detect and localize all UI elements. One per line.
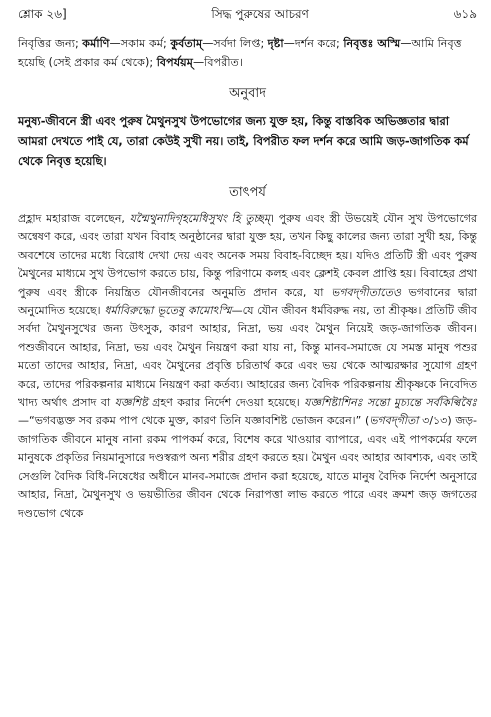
verse-reference: শ্লোক ২৬]	[18, 7, 67, 21]
page-number: ৬১৯	[453, 7, 477, 21]
synonym-term: কর্মাণি	[82, 37, 110, 50]
purport-text: প্রহ্লাদ মহারাজ বলেছেন, যন্মৈথুনাদিগৃহমেধিসুখং হি তুচ্ছম্। পুরুষ এবং স্ত্রী উভয়েই যৌন সুখ উপভোগের অন্বেষণ করে, এবং তারা যখন বিবাহ অনুষ্ঠানের দ্বারা যুক্ত হয়, তখন কিছু কালের জন্য তারা সুখী হয়, কিন্তু অবশেষে তাদের মধ্যে বিরোধ দেখা দেয় এবং অনেক সময় বিবাহ-বিচ্ছেদ হয়। যদিও প্রতিটি স্ত্রী এবং পুরুষ মৈথুনের মাধ্যমে সুখ উপভোগ করতে চায়, কিন্তু পরিণামে কলহ এবং ক্লেশই কেবল প্রাপ্তি হয়। বিবাহের প্রথা পুরুষ এবং স্ত্রীকে নিয়ন্ত্রিত যৌনজীবনের অনুমতি প্রদান করে, যা ভগবদ্‌গীতাতেও ভগবানের দ্বারা অনুমোদিত হয়েছে। ধর্মাবিরুদ্ধো ভূতেষু কামোঽস্মি—যে যৌন জীবন ধর্মবিরুদ্ধ নয়, তা শ্রীকৃষ্ণ। প্রতিটি জীব সর্বদা মৈথুনসুখের জন্য উৎসুক, কারণ আহার, নিদ্রা, ভয় এবং মৈথুন নিয়েই জড়-জাগতিক জীবন। পশুজীবনে আহার, নিদ্রা, ভয় এবং মৈথুন নিয়ন্ত্রণ করা যায় না, কিন্তু মানব-সমাজে যে সমস্ত মানুষ পশুর মতো তাদের আহার, নিদ্রা, এবং মৈথুনের প্রবৃত্তি চরিতার্থ করে এবং ভয় থেকে আত্মরক্ষার সুযোগ গ্রহণ করে, তাদের পরিকল্পনার মাধ্যমে নিয়ন্ত্রণ করা কর্তব্য। আহারের জন্য বৈদিক পরিকল্পনায় শ্রীকৃষ্ণকে নিবেদিত খাদ্য অর্থাৎ প্রসাদ বা যজ্ঞশিষ্ট গ্রহণ করার নির্দেশ দেওয়া হয়েছে। যজ্ঞশিষ্টাশিনঃ সন্তো মুচ্যন্তে সর্বকিল্বিষৈঃ—“ভগবদ্ভক্ত সব রকম পাপ থেকে মুক্ত, কারণ তিনি যজ্ঞাবশিষ্ট ভোজন করেন।” (ভগবদ্‌গীতা ৩/১৩) জড়-জাগতিক জীবনে মানুষ নানা রকম পাপকর্ম করে, বিশেষ করে খাওয়ার ব্যাপারে, এবং এই পাপকর্মের ফলে মানুষকে প্রকৃতির নিয়মানুসারে দণ্ডস্বরূপ অন্য শরীর গ্রহণ করতে হয়। মৈথুন এবং আহার আবশ্যক, এবং তাই সেগুলি বৈদিক বিধি-নিষেধের অধীনে মানব-সমাজে প্রদান করা হয়েছে, যাতে মানুষ বৈদিক নির্দেশ অনুসারে আহার, নিদ্রা, মৈথুনসুখ ও ভয়ভীতির জীবন থেকে নিরাপত্তা লাভ করতে পারে এবং ক্রমশ জড় জগতের দণ্ডভোগ থেকে	[18, 212, 477, 520]
synonyms-block: নিবৃত্তির জন্য; কর্মাণি—সকাম কর্ম; কুর্বতাম্—সর্বদা লিপ্ত; দৃষ্টা—দর্শন করে; নিবৃত্তঃ অস্মি—আমি নিবৃত্ত হয়েছি (সেই প্রকার কর্ম থেকে); বিপর্যয়ম্—বিপরীত।	[18, 37, 462, 69]
page-header	[18, 6, 477, 26]
synonym-term: নিবৃত্তঃ অস্মি	[343, 37, 401, 50]
synonym-term: বিপর্যয়ম্	[156, 56, 193, 69]
synonym-term: কুর্বতাম্	[170, 37, 203, 50]
translation-text: মনুষ্য-জীবনে স্ত্রী এবং পুরুষ মৈথুনসুখ উপভোগের জন্য যুক্ত হয়, কিন্তু বাস্তবিক অভিজ্ঞতার দ্বারা আমরা দেখতে পাই যে, তারা কেউই সুখী নয়। তাই, বিপরীত ফল দর্শন করে আমি জড়-জাগতিক কর্ম থেকে নিবৃত্ত হয়েছি।	[18, 114, 469, 168]
purport-heading: তাৎপর্য	[229, 185, 266, 200]
synonym-term: দৃষ্টা	[267, 37, 284, 50]
translation-heading: অনুবাদ	[229, 86, 266, 101]
chapter-title: সিদ্ধ পুরুষের আচরণ	[211, 7, 309, 21]
